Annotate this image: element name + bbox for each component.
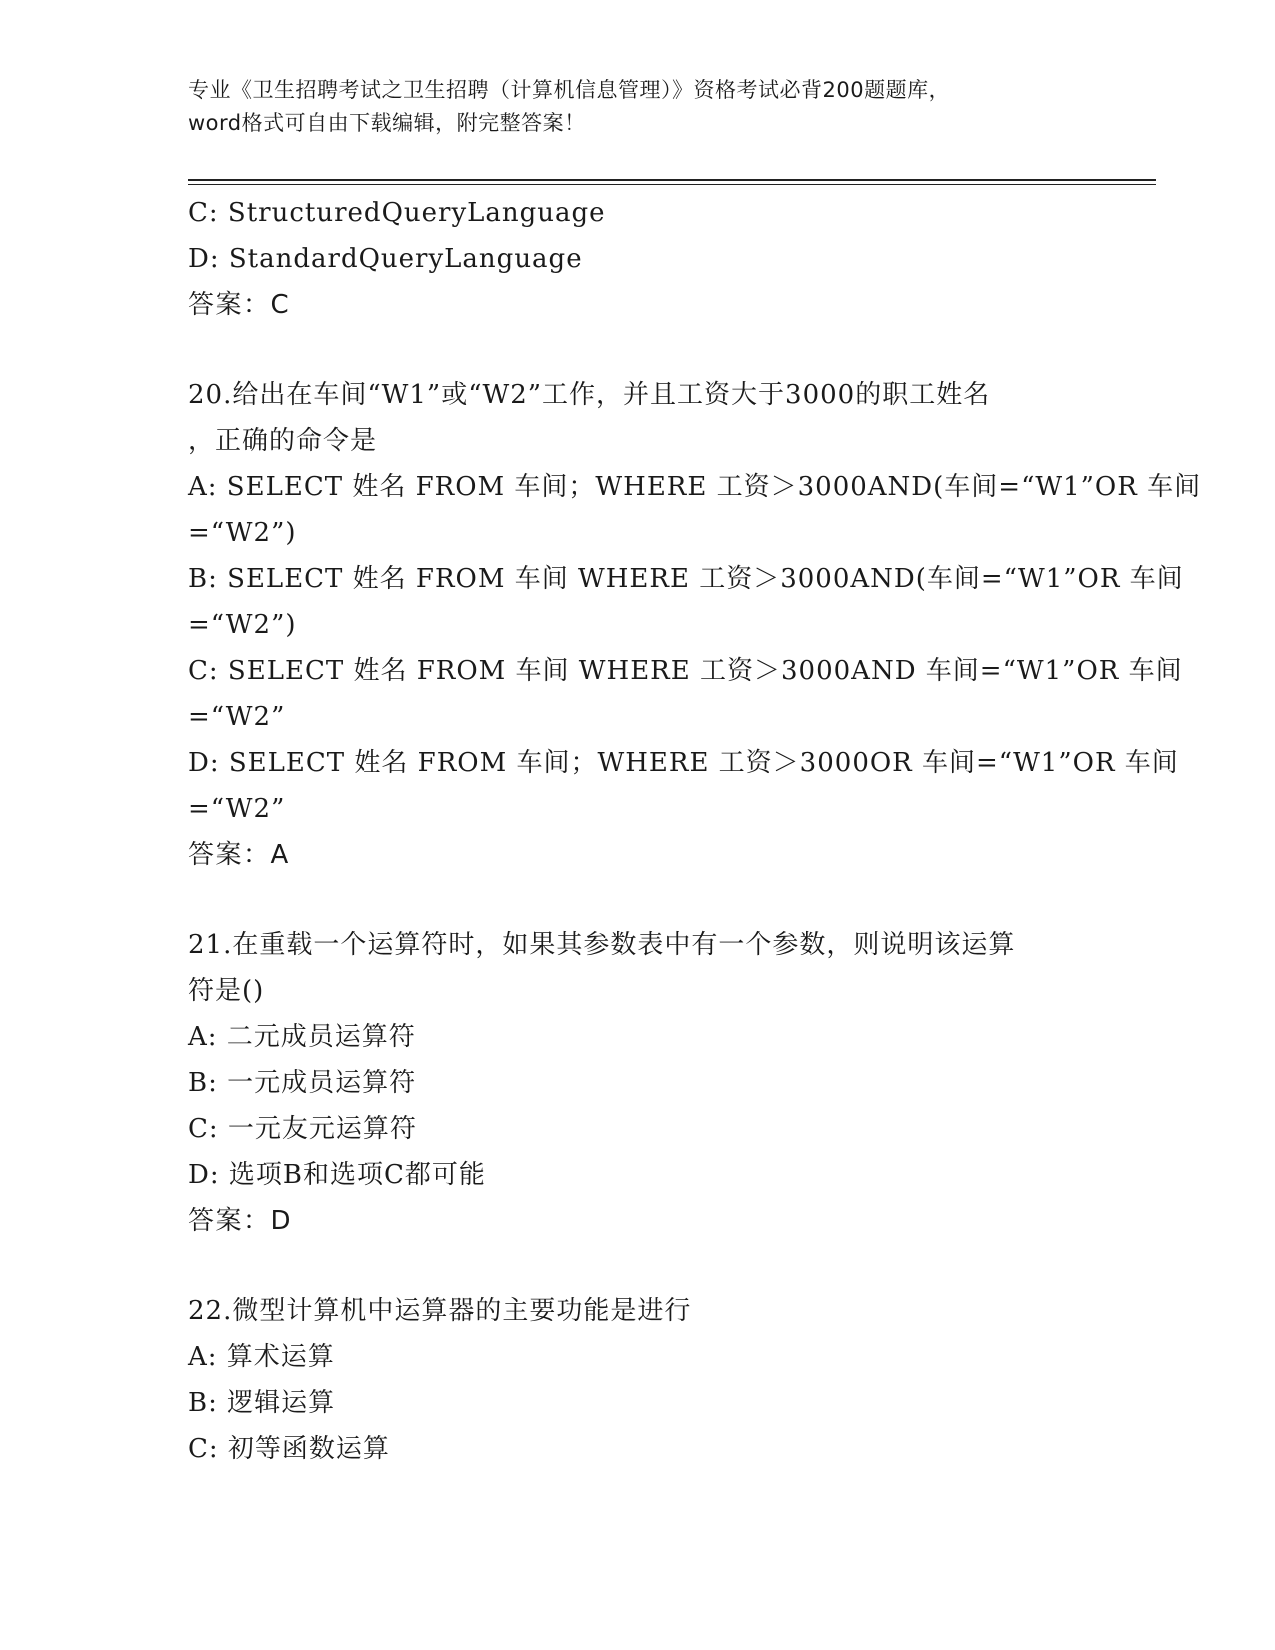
- q19-option-d: D: StandardQueryLanguage: [188, 244, 583, 274]
- q21-option-d: D: 选项B和选项C都可能: [188, 1160, 486, 1190]
- header-divider-thin: [188, 184, 1156, 185]
- q22-option-a: A: 算术运算: [188, 1342, 335, 1372]
- q21-stem-line-2: 符是(): [188, 976, 265, 1006]
- q22-option-b: B: 逻辑运算: [188, 1388, 336, 1418]
- q21-option-b: B: 一元成员运算符: [188, 1068, 417, 1098]
- q20-stem-line-2: ，正确的命令是: [188, 426, 378, 456]
- header-title-line-2: word格式可自由下载编辑，附完整答案！: [188, 111, 586, 135]
- document-header: [188, 74, 1088, 140]
- q20-option-a-line-2: =“W2”): [188, 518, 297, 548]
- spacer: [188, 328, 1088, 372]
- q22-option-c: C: 初等函数运算: [188, 1434, 390, 1464]
- q21-stem-line-1: 21.在重载一个运算符时，如果其参数表中有一个参数，则说明该运算: [188, 930, 1016, 960]
- q20-answer: 答案：A: [188, 840, 290, 870]
- question-content: [188, 190, 1202, 1472]
- spacer: [188, 878, 1088, 922]
- q20-stem-line-1: 20.给出在车间“W1”或“W2”工作，并且工资大于3000的职工姓名: [188, 380, 991, 410]
- q20-option-a-line-1: A: SELECT 姓名 FROM 车间；WHERE 工资＞3000AND(车间=“W1”OR 车间: [188, 472, 1202, 502]
- q21-option-a: A: 二元成员运算符: [188, 1022, 416, 1052]
- q21-option-c: C: 一元友元运算符: [188, 1114, 417, 1144]
- q20-option-d-line-1: D: SELECT 姓名 FROM 车间；WHERE 工资＞3000OR 车间=“W1”OR 车间: [188, 748, 1179, 778]
- header-title-line-1: 专业《卫生招聘考试之卫生招聘（计算机信息管理）》资格考试必背200题题库，: [188, 78, 951, 102]
- q20-option-d-line-2: =“W2”: [188, 794, 286, 824]
- q20-option-b-line-1: B: SELECT 姓名 FROM 车间 WHERE 工资＞3000AND(车间=“W1”OR 车间: [188, 564, 1184, 594]
- q19-option-c: C: StructuredQueryLanguage: [188, 198, 606, 228]
- header-divider-thick: [188, 179, 1156, 181]
- q21-answer: 答案：D: [188, 1206, 293, 1236]
- q19-answer: 答案：C: [188, 290, 291, 320]
- q20-option-c-line-2: =“W2”: [188, 702, 286, 732]
- q20-option-b-line-2: =“W2”): [188, 610, 297, 640]
- q22-stem-line-1: 22.微型计算机中运算器的主要功能是进行: [188, 1296, 692, 1326]
- spacer: [188, 1244, 1088, 1288]
- q20-option-c-line-1: C: SELECT 姓名 FROM 车间 WHERE 工资＞3000AND 车间=“W1”OR 车间: [188, 656, 1183, 686]
